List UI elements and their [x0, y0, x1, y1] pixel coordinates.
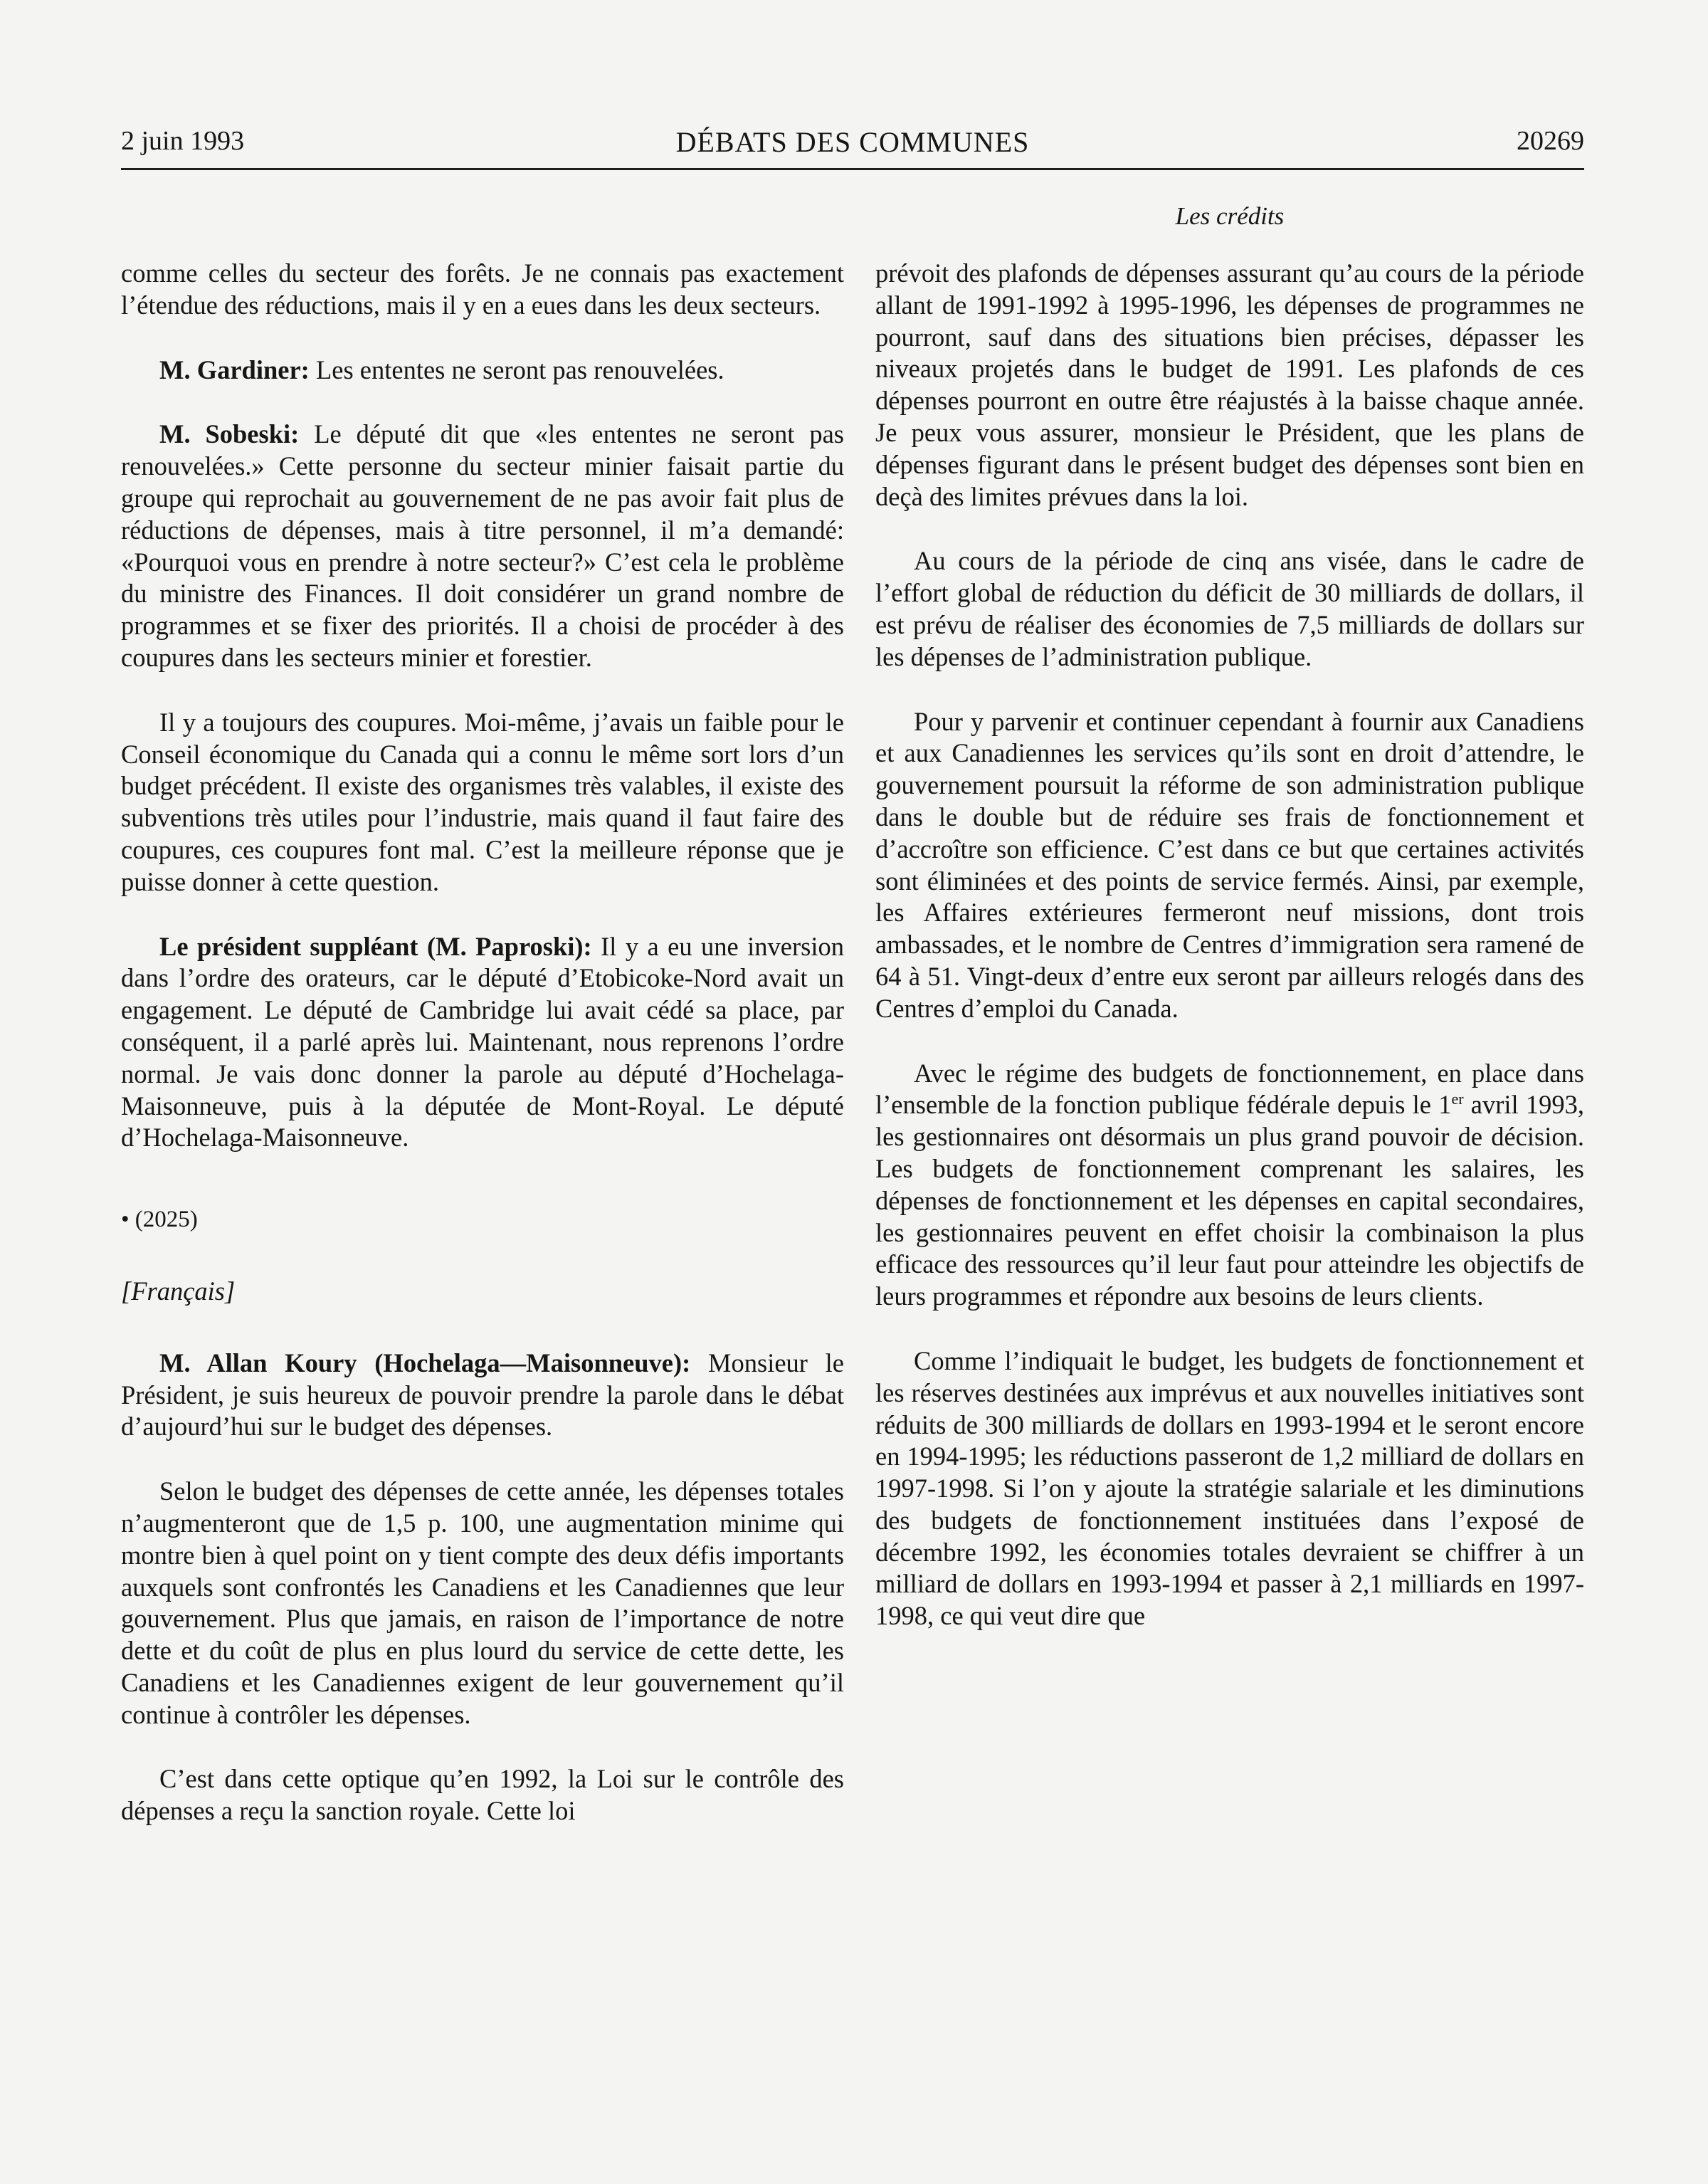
paragraph: Pour y parvenir et continuer cependant à fournir aux Canadiens et aux Canadiennes les services qu’ils sont en droit d’attendre, le gouvernement poursuit la réforme de son administration publique dans le double but de réduire ses frais de fonctionnement et d’accroître son efficience. C’est dans ce but que certaines activités sont éliminées et des points de service fermés. Ainsi, par exemple, les Affaires extérieures fermeront neuf missions, dont trois ambassades, et le nombre de Centres d’immigration sera ramené de 64 à 51. Vingt-deux d’entre eux seront par ailleurs relogés dans des Centres d’emploi du Canada.	[875, 706, 1584, 1023]
speaker-name: M. Sobeski:	[159, 419, 300, 449]
speech-text: Les ententes ne seront pas renouvelées.	[309, 355, 724, 384]
speaker-name: Le président suppléant (M. Paproski):	[159, 931, 592, 961]
speech-text: Le député dit que «les ententes ne seront pas renouvelées.» Cette personne du secteur minier faisait partie du groupe qui reprochait au gouvernement de ne pas avoir fait plus de réductions de dépenses, mais à titre personnel, il m’a demandé: «Pourquoi vous en prendre à notre secteur?» C’est cela le problème du ministre des Finances. Il doit considérer un grand nombre de programmes et se fixer des priorités. Il a choisi de procéder à des coupures dans les secteurs minier et forestier.	[121, 419, 844, 672]
speaker-name: M. Allan Koury (Hochelaga—Maisonneuve):	[159, 1348, 691, 1377]
paragraph-text: avril 1993, les gestionnaires ont désormais un plus grand pouvoir de décision. Les budgets de fonctionnement comprenant les salaires, les dépenses de fonctionnement et les dépenses en capital secondaires, les gestionnaires peuvent en effet choisir la combinaison la plus efficace des ressources qu’il leur faut pour atteindre les objectifs de leurs programmes et répondre aux besoins de leurs clients.	[875, 1090, 1584, 1311]
speech-text: Monsieur le Président, je suis heureux de pouvoir prendre la parole dans le débat d’aujourd’hui sur le budget des dépenses.	[121, 1348, 844, 1442]
speech-sobeski	[121, 419, 844, 673]
paragraph: Comme l’indiquait le budget, les budgets de fonctionnement et les réserves destinées aux imprévus et aux nouvelles initiatives sont réduits de 300 milliards de dollars en 1993-1994 et le seront encore en 1994-1995; les réductions passeront de 1,2 milliard de dollars en 1997-1998. Si l’on y ajoute la stratégie salariale et les diminutions des budgets de fonctionnement instituées dans l’exposé de décembre 1992, les économies totales devraient se chiffrer à un milliard de dollars en 1993-1994 et passer à 2,1 milliards en 1997-1998, ce qui veut dire que	[875, 1345, 1584, 1631]
paragraph: Il y a toujours des coupures. Moi-même, j’avais un faible pour le Conseil économique du Canada qui a connu le même sort lors d’un budget précédent. Il existe des organismes très valables, il existe des subventions très utiles pour l’industrie, mais quand il faut faire des coupures, ces coupures font mal. C’est la meilleure réponse que je puisse donner à cette question.	[121, 707, 844, 896]
header-rule	[121, 168, 1584, 170]
speech-gardiner	[121, 355, 844, 387]
paragraph-text: Avec le régime des budgets de fonctionnement, en place dans l’ensemble de la fonction publique fédérale depuis le 1	[875, 1058, 1584, 1120]
superscript: er	[1451, 1090, 1464, 1108]
speech-koury	[121, 1348, 844, 1443]
paragraph	[875, 1058, 1584, 1313]
header-page-number: 20269	[1517, 126, 1584, 156]
section-title: Les crédits	[1175, 202, 1285, 230]
header-date: 2 juin 1993	[121, 126, 245, 156]
running-header	[121, 125, 1584, 165]
time-marker: • (2025)	[121, 1207, 198, 1233]
paragraph: comme celles du secteur des forêts. Je ne connais pas exactement l’étendue des réductions, mais il y en a eues dans les deux secteurs.	[121, 258, 844, 320]
paragraph: prévoit des plafonds de dépenses assurant qu’au cours de la période allant de 1991-1992 à 1995-1996, les dépenses de programmes ne pourront, sauf dans des situations bien précises, dépasser les niveaux projetés dans le budget de 1991. Les plafonds de ces dépenses pourront en outre être réajustés à la baisse chaque année. Je peux vous assurer, monsieur le Président, que les plans de dépenses figurant dans le présent budget des dépenses sont bien en deçà des limites prévues dans la loi.	[875, 258, 1584, 511]
paragraph: Selon le budget des dépenses de cette année, les dépenses totales n’augmenteront que de 1,5 p. 100, une augmentation minime qui montre bien à quel point on y tient compte des deux défis importants auxquels sont confrontés les Canadiens et les Canadiennes que leur gouvernement. Plus que jamais, en raison de l’importance de notre dette et du coût de plus en plus lourd du service de cette dette, les Canadiens et les Canadiennes exigent de leur gouvernement qu’il continue à contrôler les dépenses.	[121, 1476, 844, 1729]
speaker-name: M. Gardiner:	[159, 355, 310, 384]
paragraph: Au cours de la période de cinq ans visée, dans le cadre de l’effort global de réduction du déficit de 30 milliards de dollars, il est prévu de réaliser des économies de 7,5 milliards de dollars sur les dépenses de l’administration publique.	[875, 546, 1584, 671]
left-column	[121, 258, 844, 1827]
speech-text: Il y a eu une inversion dans l’ordre des orateurs, car le député d’Etobicoke-Nord avait un engagement. Le député de Cambridge lui avait cédé sa place, par conséquent, il a parlé après lui. Maintenant, nous reprenons l’ordre normal. Je vais donc donner la parole au député d’Hochelaga-Maisonneuve, puis à la députée de Mont-Royal. Le député d’Hochelaga-Maisonneuve.	[121, 931, 844, 1153]
paragraph: C’est dans cette optique qu’en 1992, la Loi sur le contrôle des dépenses a reçu la sanction royale. Cette loi	[121, 1764, 844, 1826]
language-marker: [Français]	[121, 1276, 236, 1306]
header-title: DÉBATS DES COMMUNES	[675, 126, 1030, 158]
right-column	[875, 258, 1584, 1632]
speech-president	[121, 931, 844, 1155]
